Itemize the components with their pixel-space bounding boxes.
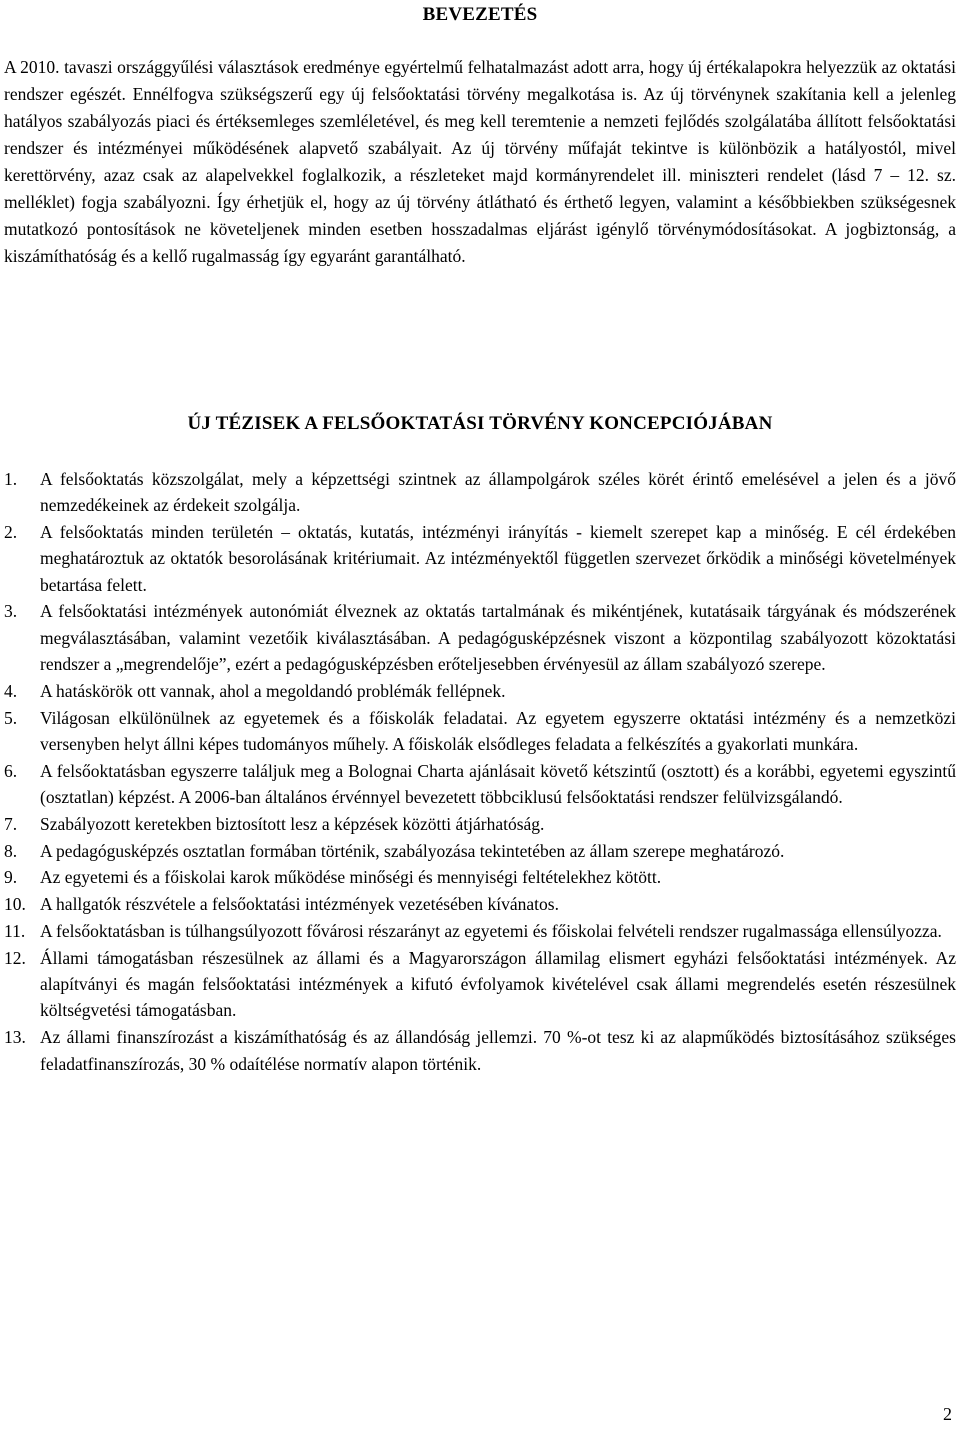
thesis-number: 7. — [4, 813, 18, 834]
thesis-text: Szabályozott keretekben biztosított lesz a képzések közötti átjárhatóság. — [40, 813, 545, 834]
thesis-item — [0, 598, 956, 677]
thesis-item — [0, 758, 956, 811]
thesis-text: Az egyetemi és a főiskolai karok működése minőségi és mennyiségi feltételekhez kötött. — [40, 867, 662, 888]
thesis-item — [0, 811, 956, 837]
thesis-text: A felsőoktatási intézmények autonómiát élveznek az oktatás tartalmának és mikéntjének, kutatásaik tárgyának és módszerének megválasztásában, valamint vezetőik kiválasztásában. A pedagógusképzésnek viszont a központilag szabályozott közoktatási rendszer a „megrendelője”, ezért a pedagógusképzésben erőteljesebben érvényesül az állam szabályozó szerepe. — [40, 601, 956, 675]
thesis-item — [0, 1024, 956, 1077]
page-title: BEVEZETÉS — [422, 4, 538, 25]
thesis-item — [0, 705, 956, 758]
thesis-number: 3. — [4, 601, 18, 622]
thesis-number: 13. — [4, 1027, 26, 1048]
thesis-text: Világosan elkülönülnek az egyetemek és a főiskolák feladatai. Az egyetem egyszerre oktatási intézmény és a nemzetközi versenyben helyt állni képes tudományos műhely. A főiskolák elsődleges feladata a felkészítés a gyakorlati munkára. — [40, 707, 956, 754]
thesis-number: 6. — [4, 760, 18, 781]
thesis-text: A hatáskörök ott vannak, ahol a megoldandó problémák fellépnek. — [40, 680, 506, 701]
thesis-item — [0, 945, 956, 1024]
thesis-item — [0, 864, 956, 890]
thesis-item — [0, 678, 956, 704]
thesis-number: 9. — [4, 867, 18, 888]
thesis-item — [0, 466, 956, 519]
thesis-text: A felsőoktatásban egyszerre találjuk meg a Bolognai Charta ajánlásait követő kétszintű (osztott) és a korábbi, egyetemi egyszintű (osztatlan) képzést. A 2006-ban általános érvénnyel bevezetett többciklusú felsőoktatási rendszer felülvizsgálandó. — [40, 760, 956, 808]
thesis-number: 2. — [4, 522, 18, 543]
page-number: 2 — [943, 1404, 952, 1424]
thesis-text: A felsőoktatás minden területén – oktatás, kutatás, intézményi irányítás - kiemelt szerepet kap a minőség. E cél érdekében meghatároztuk az oktatók besorolásának kritériumait. Az intézményektől független szervezet őrködik a minőségi követelmények betartása felett. — [40, 522, 956, 595]
section-heading: ÚJ TÉZISEK A FELSŐOKTATÁSI TÖRVÉNY KONCEPCIÓJÁBAN — [187, 413, 773, 434]
thesis-text: Állami támogatásban részesülnek az állami és a Magyarországon államilag elismert egyházi felsőoktatási intézmények. Az alapítványi és magán felsőoktatási intézmények a kifutó évfolyamok kivételével csak állami megrendelés esetén részesülnek költségvetési támogatásban. — [40, 947, 956, 1021]
thesis-number: 8. — [4, 840, 18, 861]
thesis-number: 12. — [4, 947, 26, 968]
thesis-number: 10. — [4, 894, 26, 915]
thesis-text: A pedagógusképzés osztatlan formában történik, szabályozása tekintetében az állam szerepe meghatározó. — [40, 840, 785, 861]
thesis-number: 4. — [4, 680, 18, 701]
thesis-text: Az állami finanszírozást a kiszámíthatóság és az állandóság jellemzi. 70 %-ot tesz ki az alapműködés biztosításához szükséges feladatfinanszírozás, 30 % odaítélése normatív alapon történik. — [40, 1027, 956, 1074]
thesis-number: 1. — [4, 469, 18, 489]
thesis-item — [0, 519, 956, 598]
theses-list — [0, 466, 956, 1077]
thesis-item — [0, 838, 956, 864]
thesis-item — [0, 891, 956, 917]
thesis-text: A felsőoktatásban is túlhangsúlyozott fővárosi részarányt az egyetemi és főiskolai felvételi rendszer rugalmassága ellensúlyozza. — [40, 921, 942, 942]
thesis-number: 5. — [4, 707, 18, 728]
thesis-text: A hallgatók részvétele a felsőoktatási intézmények vezetésében kívánatos. — [40, 894, 559, 915]
intro-paragraph: A 2010. tavaszi országgyűlési választások eredménye egyértelmű felhatalmazást adott arra, hogy új értékalapokra helyezzük az oktatási rendszer egészét. Ennélfogva szükségszerű egy új felsőoktatási törvény megalkotása is. Az új törvénynek szakítania kell a jelenleg hatályos szabályozás piaci és értéksemleges szemléletével, és meg kell teremtenie a nemzeti fejlődés szolgálatába állított felsőoktatási rendszer és intézményei működésének alapvető szabályait. Az új törvény műfaját tekintve is különbözik a hatályostól, mivel kerettörvény, azaz csak az alapelvekkel foglalkozik, a részleteket majd kormányrendelet ill. miniszteri rendelet (lásd 7 – 12. sz. melléklet) fogja szabályozni. Így érhetjük el, hogy az új törvény átlátható és érthető legyen, valamint a későbbiekben szükségesnek mutatkozó pontosítások ne követeljenek minden esetben hosszadalmas eljárást igénylő törvénymódosításokat. A jogbiztonság, a kiszámíthatóság és a kellő rugalmasság így egyaránt garantálható. — [4, 57, 956, 266]
thesis-item — [0, 918, 956, 944]
thesis-number: 11. — [4, 921, 26, 942]
thesis-text: A felsőoktatás közszolgálat, mely a képzettségi szintnek az állampolgárok széles körét érintő emelésével a jelen és a jövő nemzedékeinek az érdekeit szolgálja. — [40, 469, 956, 516]
